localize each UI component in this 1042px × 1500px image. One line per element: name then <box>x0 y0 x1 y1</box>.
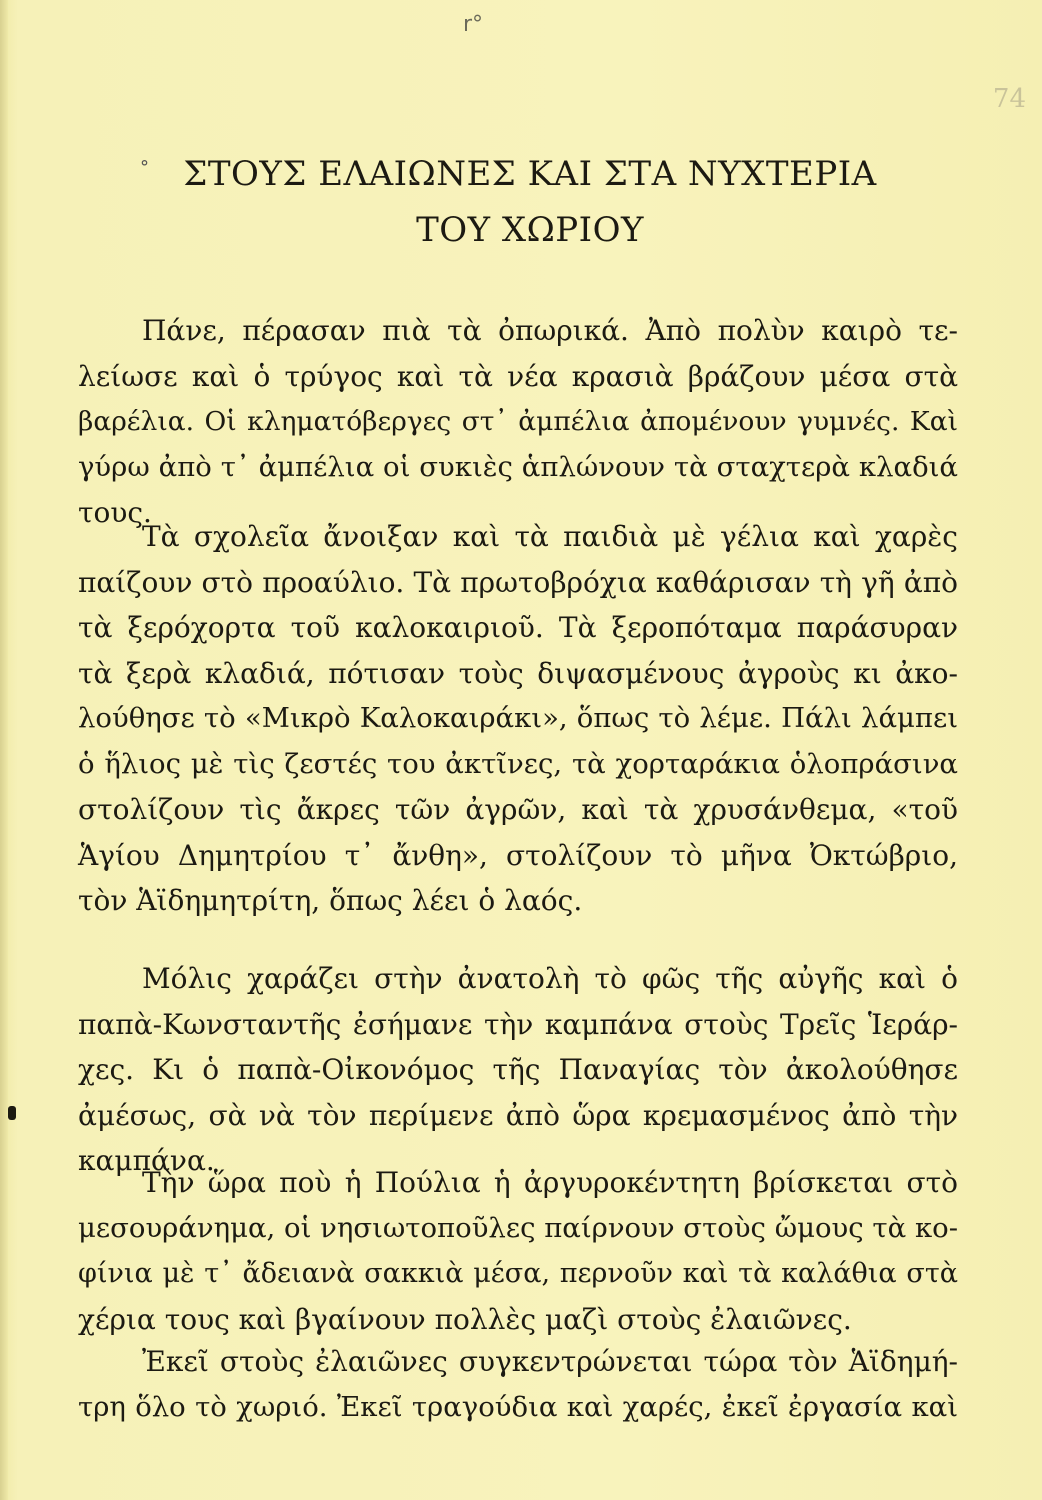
text-line: Ἐκεῖ στοὺς ἐλαιῶνες συγκεντρώνεται τώρα τὸν Ἁϊδημή- <box>142 1345 958 1378</box>
text-line: παίζουν στὸ προαύλιο. Τὰ πρωτοβρόχια καθάρισαν τὴ γῆ ἀπὸ <box>78 565 958 599</box>
page-number: 74 <box>992 84 1026 114</box>
bullet-icon: ° <box>140 157 150 178</box>
text-line: Πάνε, πέρασαν πιὰ τὰ ὀπωρικά. Ἀπὸ πολὺν καιρὸ τε- <box>142 314 958 347</box>
paragraph-4 <box>78 1160 958 1342</box>
text-line: λούθησε τὸ «Μικρὸ Καλοκαιράκι», ὅπως τὸ λέμε. Πάλι λάμπει <box>78 702 958 734</box>
text-line: τὰ ξερόχορτα τοῦ καλοκαιριοῦ. Τὰ ξεροπόταμα παράσυραν <box>78 611 958 644</box>
text-line: Μόλις χαράζει στὴν ἀνατολὴ τὸ φῶς τῆς αὐγῆς καὶ ὁ <box>142 962 958 995</box>
text-line: φίνια μὲ τ᾽ ἄδειανὰ σακκιὰ μέσα, περνοῦν καὶ τὰ καλάθια στὰ <box>78 1258 958 1289</box>
text-line: τὸν Ἁϊδημητρίτη, ὅπως λέει ὁ λαός. <box>78 884 583 917</box>
text-line: καμπάνα. <box>78 1144 215 1177</box>
text-line: γύρω ἀπὸ τ᾽ ἀμπέλια οἱ συκιὲς ἁπλώνουν τὰ σταχτερὰ κλαδιά <box>78 450 958 483</box>
text-line: στολίζουν τὶς ἄκρες τῶν ἀγρῶν, καὶ τὰ χρυσάνθεμα, «τοῦ <box>78 793 958 826</box>
text-line: τους. <box>78 496 152 529</box>
text-line: τρη ὅλο τὸ χωριό. Ἐκεῖ τραγούδια καὶ χαρές, ἐκεῖ ἐργασία καὶ <box>78 1390 958 1423</box>
paragraph-2 <box>78 514 958 924</box>
margin-ink-mark <box>8 1106 16 1120</box>
text-line: βαρέλια. Οἱ κληματόβεργες στ᾽ ἀμπέλια ἀπομένουν γυμνές. Καὶ <box>78 406 958 437</box>
text-line: Τὴν ὥρα ποὺ ἡ Πούλια ἡ ἀργυροκέντητη βρίσκεται στὸ <box>142 1166 958 1199</box>
paragraph-3 <box>78 956 958 1184</box>
text-line: χέρια τους καὶ βγαίνουν πολλὲς μαζὶ στοὺς ἐλαιῶνες. <box>78 1302 852 1336</box>
page-binding-edge <box>0 0 8 1500</box>
text-line: μεσουράνημα, οἱ νησιωτοποῦλες παίρνουν στοὺς ὤμους τὰ κο- <box>78 1211 958 1244</box>
text-line: ἀμέσως, σὰ νὰ τὸν περίμενε ἀπὸ ὥρα κρεμασμένος ἀπὸ τὴν <box>78 1098 958 1132</box>
text-line: χες. Κι ὁ παπὰ-Οἰκονόμος τῆς Παναγίας τὸν ἀκολούθησε <box>78 1053 958 1086</box>
chapter-title-line-2: ΤΟΥ ΧΩΡΙΟΥ <box>416 210 644 250</box>
text-line: παπὰ-Κωνσταντῆς ἐσήμανε τὴν καμπάνα στοὺς Τρεῖς Ἱεράρ- <box>78 1007 958 1041</box>
text-line: Ἁγίου Δημητρίου τ᾽ ἄνθη», στολίζουν τὸ μῆνα Ὀκτώβριο, <box>78 838 958 872</box>
text-line: Τὰ σχολεῖα ἄνοιξαν καὶ τὰ παιδιὰ μὲ γέλια καὶ χαρὲς <box>142 520 958 553</box>
chapter-title <box>100 146 960 258</box>
text-line: λείωσε καὶ ὁ τρύγος καὶ τὰ νέα κρασιὰ βράζουν μέσα στὰ <box>78 359 958 393</box>
text-line: ὁ ἥλιος μὲ τὶς ζεστές του ἀκτῖνες, τὰ χορταράκια ὁλοπράσινα <box>78 747 958 780</box>
paragraph-1 <box>78 308 958 536</box>
paragraph-5 <box>78 1339 958 1430</box>
text-line: τὰ ξερὰ κλαδιά, πότισαν τοὺς διψασμένους ἀγροὺς κι ἀκο- <box>78 656 958 690</box>
handwritten-mark: r° <box>463 12 484 37</box>
chapter-title-line-1: ΣΤΟΥΣ ΕΛΑΙΩΝΕΣ ΚΑΙ ΣΤΑ ΝΥΧΤΕΡΙΑ <box>183 154 877 194</box>
